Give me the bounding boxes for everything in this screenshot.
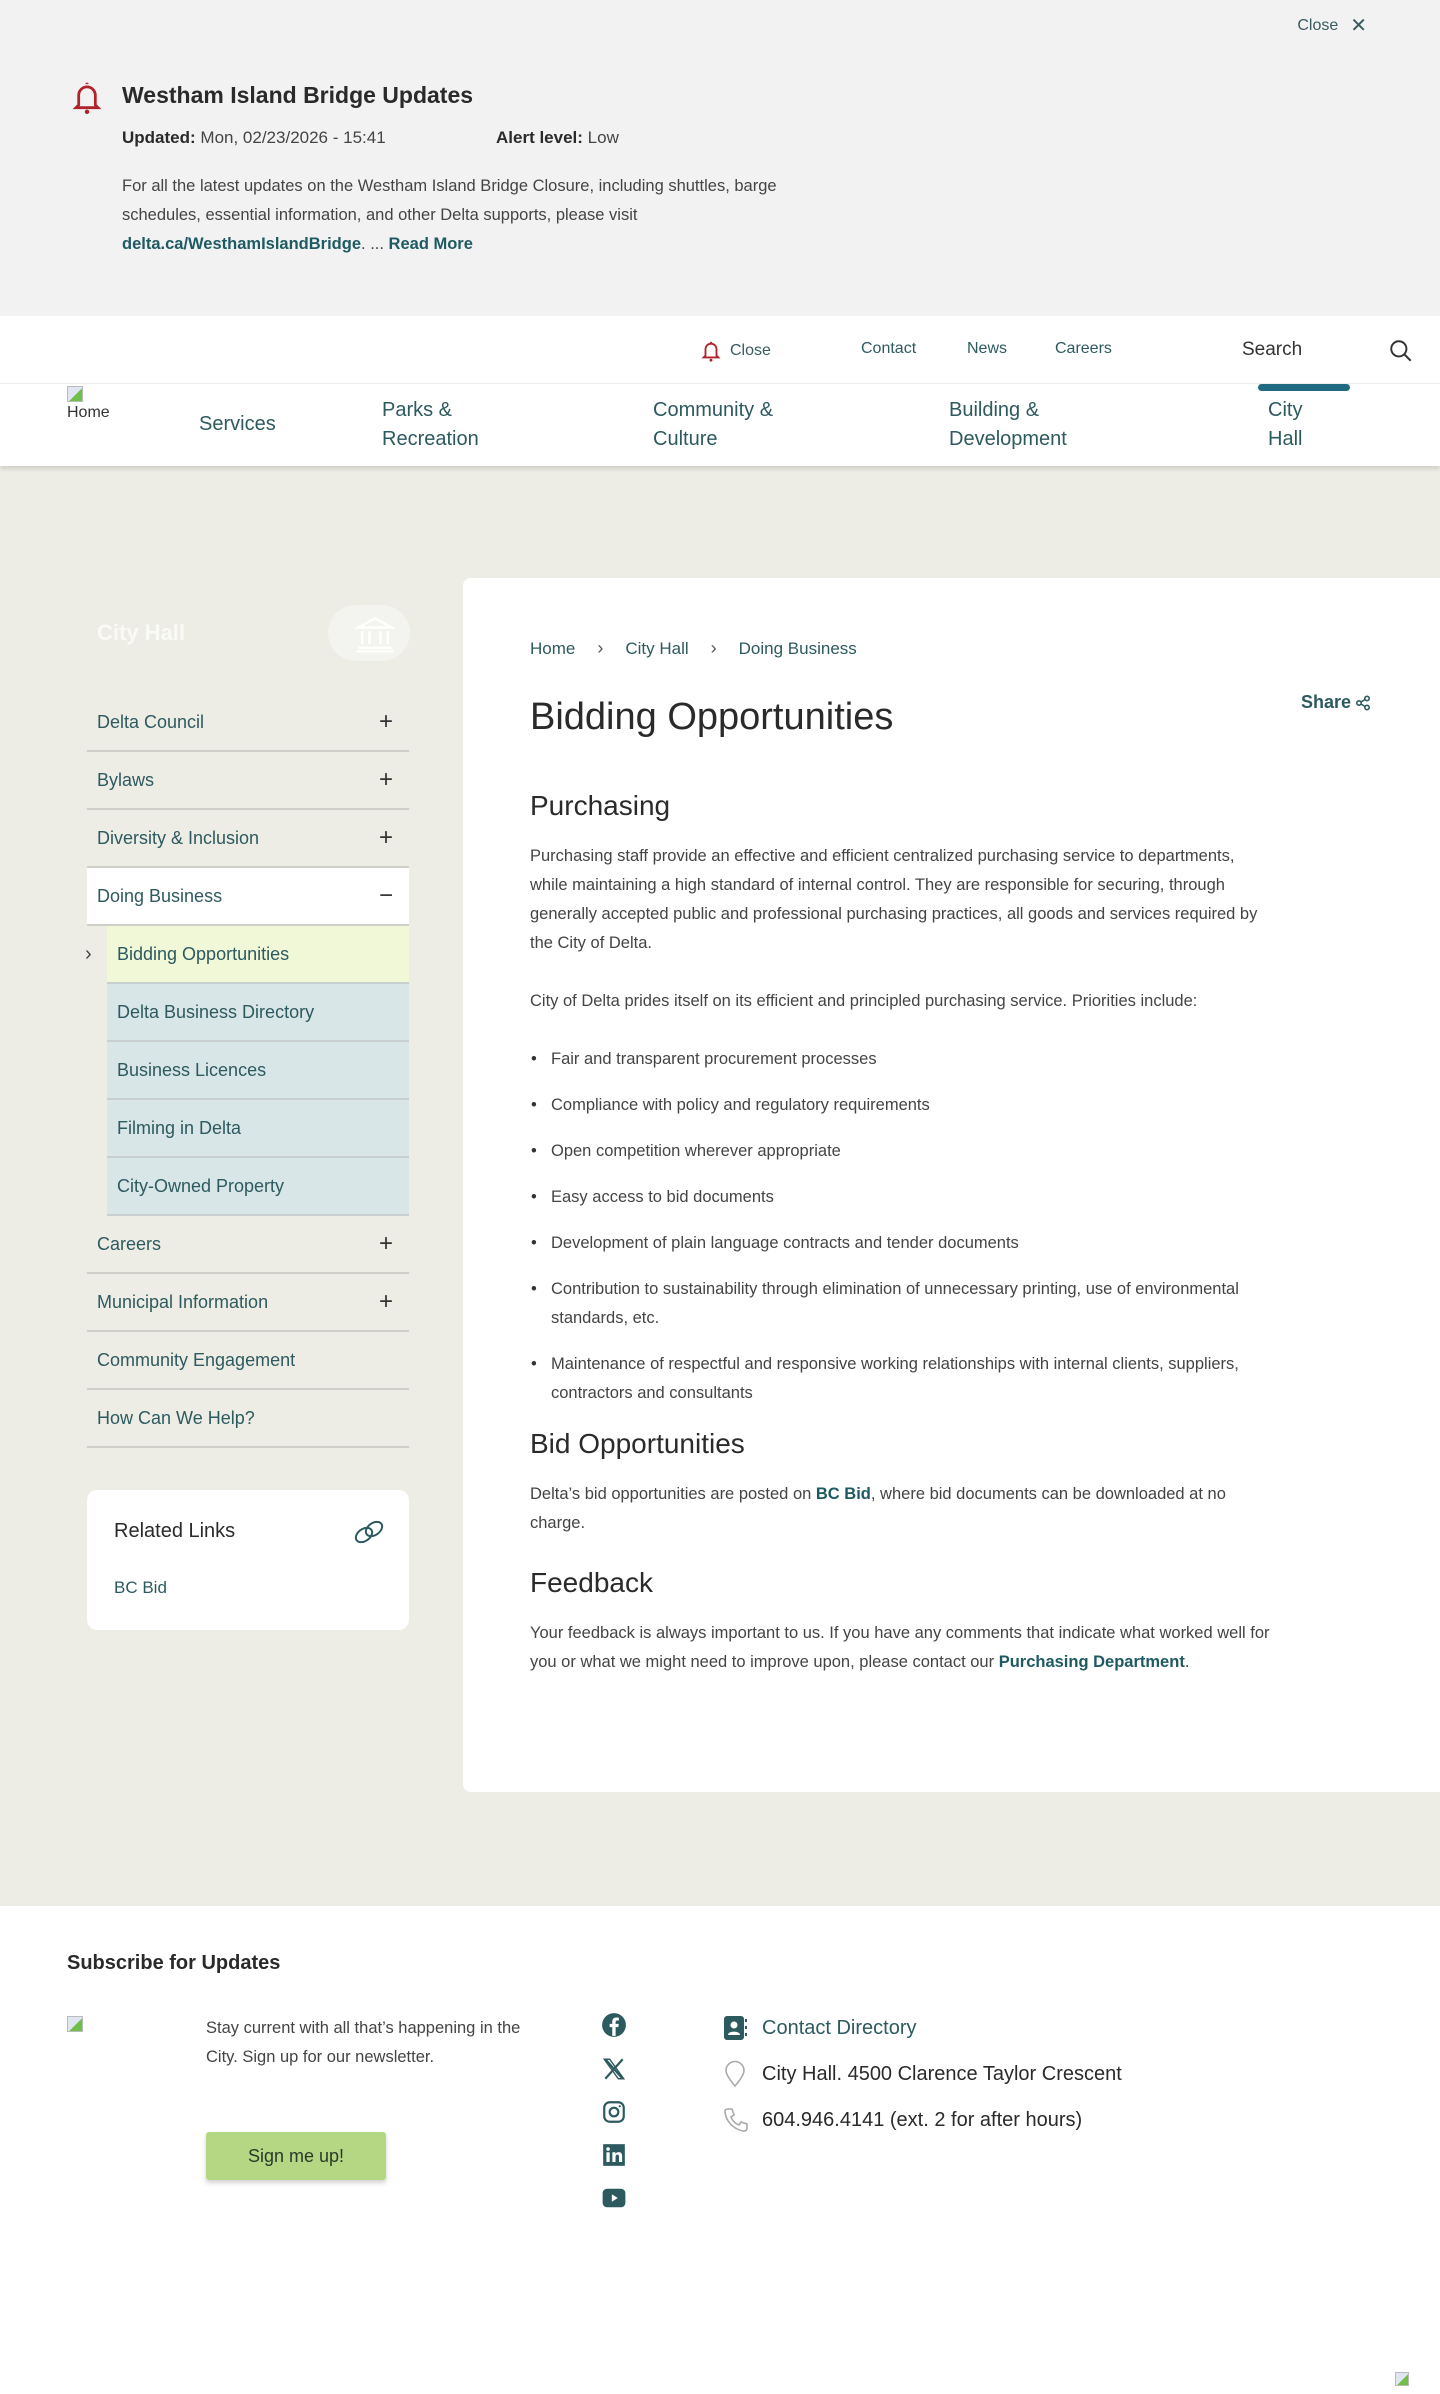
broken-image-icon — [67, 2016, 83, 2032]
linkedin-icon[interactable] — [601, 2142, 627, 2168]
alert-title: Westham Island Bridge Updates — [122, 82, 474, 108]
related-links-title: Related Links — [114, 1520, 236, 1542]
chevron-right-icon: › — [85, 943, 92, 965]
sidebar-item-careers[interactable]: Careers + — [87, 1216, 409, 1274]
sidebar-subitem-business-licences[interactable]: Business Licences — [107, 1042, 409, 1100]
read-more-link[interactable]: Read More — [388, 235, 473, 253]
instagram-icon[interactable] — [601, 2099, 627, 2125]
sidebar-subitem-bidding-opportunities[interactable]: › Bidding Opportunities — [107, 926, 409, 984]
priorities-list — [530, 1045, 1270, 1408]
map-pin-icon — [722, 2060, 748, 2088]
share-icon — [1355, 695, 1371, 711]
utility-bar — [0, 316, 1440, 384]
site-footer — [0, 1906, 1440, 2394]
alert-body: For all the latest updates on the Westham Island Bridge Closure, including shuttles, barge schedules, essential information, and other Delta supports, please visit delta.ca/WesthamIslandBridge. ... Read More — [122, 177, 777, 253]
search-button[interactable]: Search — [1242, 339, 1303, 360]
bc-bid-link[interactable]: BC Bid — [815, 1485, 871, 1503]
sidebar-item-doing-business[interactable]: Doing Business − — [87, 868, 409, 926]
expand-icon[interactable]: + — [378, 708, 393, 735]
contact-directory-link[interactable]: Contact Directory — [722, 2014, 917, 2042]
list-item: • Fair and transparent procurement processes — [530, 1045, 1270, 1074]
broken-image-icon — [67, 386, 83, 402]
sidebar-subitem-filming[interactable]: Filming in Delta — [107, 1100, 409, 1158]
sidebar-nav — [87, 694, 409, 1448]
util-link-contact[interactable]: Contact — [861, 340, 917, 357]
sidebar-item-diversity-inclusion[interactable]: Diversity & Inclusion + — [87, 810, 409, 868]
city-hall-emblem — [328, 605, 410, 661]
link-icon — [351, 1518, 387, 1546]
alert-updated: Updated: Mon, 02/23/2026 - 15:41 — [122, 128, 386, 147]
article-body — [530, 790, 1270, 1706]
section-heading-bid-opportunities: Bid Opportunities — [530, 1428, 745, 1459]
sidebar-item-how-can-we-help[interactable]: How Can We Help? — [87, 1390, 409, 1448]
util-link-news[interactable]: News — [967, 340, 1008, 357]
expand-icon[interactable]: + — [378, 766, 393, 793]
breadcrumb-home[interactable]: Home — [530, 638, 576, 658]
alert-level: Alert level: Low — [496, 128, 619, 147]
site-header — [0, 316, 1440, 466]
main-content — [463, 578, 1440, 1792]
facebook-icon[interactable] — [601, 2012, 627, 2038]
phone: 604.946.4141 (ext. 2 for after hours) — [722, 2106, 1082, 2134]
chevron-right-icon: › — [597, 638, 604, 658]
signup-button[interactable]: Sign me up! — [206, 2132, 386, 2180]
sidebar-item-delta-council[interactable]: Delta Council + — [87, 694, 409, 752]
breadcrumb — [530, 638, 857, 659]
util-link-careers[interactable]: Careers — [1055, 340, 1112, 357]
paragraph: Delta’s bid opportunities are posted on BC Bid, where bid documents can be downloaded at no charge. — [530, 1485, 1226, 1532]
bridge-link[interactable]: delta.ca/WesthamIslandBridge — [122, 235, 362, 253]
breadcrumb-city-hall[interactable]: City Hall — [625, 638, 689, 658]
share-button[interactable]: Share — [1301, 692, 1371, 713]
building-icon — [352, 611, 398, 655]
sidebar-subitem-city-owned-property[interactable]: City-Owned Property — [107, 1158, 409, 1216]
paragraph: Purchasing staff provide an effective and efficient centralized purchasing service to departments, while maintaining a high standard of internal control. They are responsible for securing, through generally accepted public and professional purchasing practices, all goods and services required by the City of Delta. — [530, 847, 1258, 952]
search-icon[interactable] — [1388, 338, 1414, 364]
related-link-bc-bid[interactable]: BC Bid — [114, 1578, 167, 1597]
list-item: • Compliance with policy and regulatory requirements — [530, 1091, 1270, 1120]
collapse-icon[interactable]: − — [378, 882, 393, 909]
youtube-icon[interactable] — [601, 2185, 627, 2211]
home-logo[interactable]: Home — [67, 386, 110, 422]
nav-parks-recreation[interactable]: Parks & Recreation — [382, 399, 479, 450]
breadcrumb-doing-business[interactable]: Doing Business — [738, 638, 857, 658]
sidebar-subitem-business-directory[interactable]: Delta Business Directory — [107, 984, 409, 1042]
paragraph: City of Delta prides itself on its efficient and principled purchasing service. Priorities include: — [530, 992, 1198, 1010]
list-item: • Open competition wherever appropriate — [530, 1137, 1270, 1166]
close-icon: ✕ — [1350, 15, 1367, 37]
section-heading-purchasing: Purchasing — [530, 790, 671, 821]
sidebar-item-bylaws[interactable]: Bylaws + — [87, 752, 409, 810]
purchasing-department-link[interactable]: Purchasing Department — [998, 1653, 1185, 1671]
list-item: • Contribution to sustainability through elimination of unnecessary printing, use of environmental standards, etc. — [530, 1275, 1270, 1333]
nav-services[interactable]: Services — [199, 413, 276, 435]
list-item: • Development of plain language contracts and tender documents — [530, 1229, 1270, 1258]
active-indicator — [1258, 384, 1350, 391]
bell-icon — [70, 80, 104, 116]
alert-close-button[interactable] — [1297, 16, 1367, 36]
nav-building-development[interactable]: Building & Development — [949, 399, 1067, 450]
section-heading-feedback: Feedback — [530, 1567, 653, 1598]
page-title: Bidding Opportunities — [530, 696, 894, 738]
paragraph: Your feedback is always important to us. If you have any comments that indicate what worked well for you or what we might need to improve upon, please contact our Purchasing Department. — [530, 1624, 1270, 1671]
address: City Hall. 4500 Clarence Taylor Crescent — [722, 2060, 1122, 2088]
alerts-toggle-button[interactable]: Close — [700, 338, 771, 364]
sidebar-item-community-engagement[interactable]: Community Engagement — [87, 1332, 409, 1390]
related-links-card — [87, 1490, 409, 1630]
nav-community-culture[interactable]: Community & Culture — [653, 399, 774, 450]
x-twitter-icon[interactable] — [601, 2056, 627, 2082]
sidebar-item-municipal-information[interactable]: Municipal Information + — [87, 1274, 409, 1332]
phone-icon — [722, 2106, 748, 2134]
contact-book-icon — [722, 2014, 748, 2042]
expand-icon[interactable]: + — [378, 824, 393, 851]
expand-icon[interactable]: + — [378, 1288, 393, 1315]
expand-icon[interactable]: + — [378, 1230, 393, 1257]
alert-close-label: Close — [1297, 17, 1339, 34]
sidebar-title: City Hall — [97, 620, 186, 645]
bell-icon — [700, 338, 722, 364]
alert-banner — [0, 0, 1440, 316]
subscribe-title: Subscribe for Updates — [67, 1952, 281, 1974]
alert-meta — [122, 128, 619, 148]
nav-city-hall[interactable]: City Hall — [1268, 399, 1303, 450]
broken-image-icon — [1395, 2372, 1409, 2386]
list-item: • Maintenance of respectful and responsive working relationships with internal clients, suppliers, contractors and consultants — [530, 1350, 1270, 1408]
chevron-right-icon: › — [710, 638, 717, 658]
newsletter-text: Stay current with all that’s happening in the City. Sign up for our newsletter. — [206, 2019, 521, 2066]
list-item: • Easy access to bid documents — [530, 1183, 1270, 1212]
